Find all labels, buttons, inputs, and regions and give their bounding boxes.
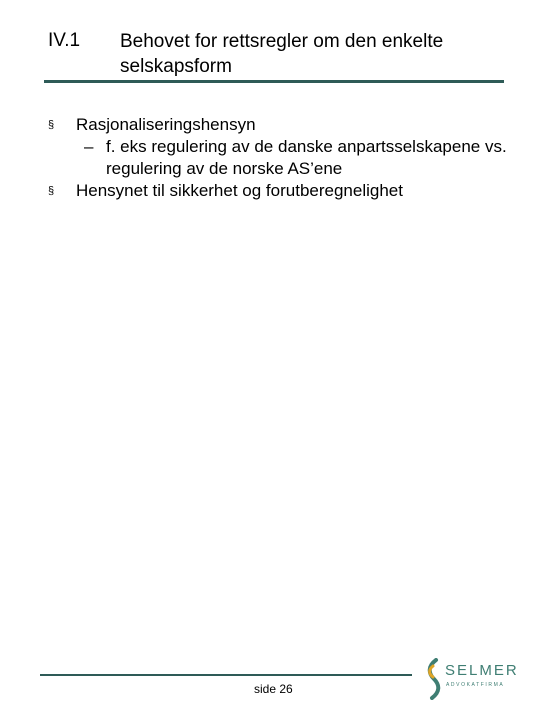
bullet-marker: § (48, 185, 55, 197)
sub-bullet-marker: – (84, 137, 94, 156)
logo-tagline: ADVOKATFIRMA (446, 682, 505, 688)
logo-wordmark: SELMER (445, 662, 519, 679)
bullet-item (44, 180, 514, 202)
section-number: IV.1 (48, 30, 81, 51)
bullet-list (44, 114, 514, 202)
sub-bullet-text: f. eks regulering av de danske anpartsselskapene vs. regulering av de norske AS’ene (106, 137, 507, 178)
bullet-item (44, 114, 514, 136)
page-number: side 26 (254, 682, 293, 696)
footer-divider (40, 674, 412, 676)
sub-bullet-item (44, 136, 514, 180)
bullet-text: Rasjonaliseringshensyn (76, 115, 256, 134)
bullet-text: Hensynet til sikkerhet og forutberegnelighet (76, 181, 403, 200)
selmer-logo (424, 658, 519, 700)
title-divider (44, 80, 504, 83)
selmer-logo-icon (424, 658, 444, 700)
slide-title: Behovet for rettsregler om den enkelte selskapsform (120, 31, 444, 77)
bullet-marker: § (48, 119, 55, 131)
